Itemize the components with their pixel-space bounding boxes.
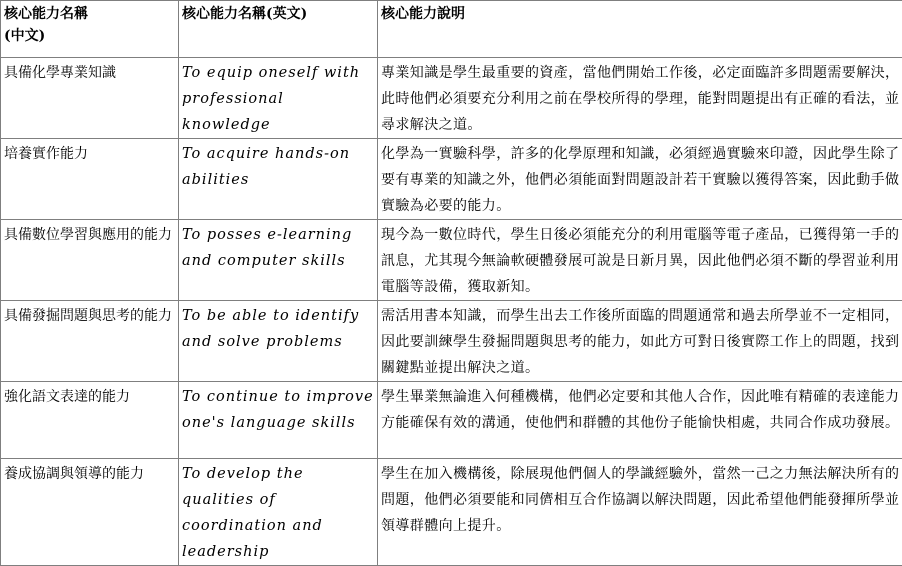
- competency-name-zh: 強化語文表達的能力: [1, 382, 179, 459]
- competency-description: 專業知識是學生最重要的資產，當他們開始工作後，必定面臨許多問題需要解決，此時他們必須要充分利用之前在學校所得的學理，能對問題提出有正確的看法，並尋求解決之道。: [378, 58, 902, 139]
- competency-name-zh: 培養實作能力: [1, 139, 179, 220]
- competency-description: 需活用書本知識，而學生出去工作後所面臨的問題通常和過去所學並不一定相同，因此要訓練學生發掘問題與思考的能力，如此方可對日後實際工作上的問題，找到關鍵點並提出解決之道。: [378, 301, 902, 382]
- competency-description: 化學為一實驗科學，許多的化學原理和知識，必須經過實驗來印證，因此學生除了要有專業的知識之外，他們必須能面對問題設計若干實驗以獲得答案，因此動手做實驗為必要的能力。: [378, 139, 902, 220]
- header-description: 核心能力說明: [378, 1, 902, 58]
- table-row: [1, 459, 902, 566]
- table-row: [1, 58, 902, 139]
- competency-name-en: To acquire hands-on abilities: [179, 139, 378, 220]
- competency-name-zh: 具備化學專業知識: [1, 58, 179, 139]
- header-name-zh: 核心能力名稱 (中文): [1, 1, 179, 58]
- competency-name-en: To posses e-learning and computer skills: [179, 220, 378, 301]
- competency-description: 現今為一數位時代，學生日後必須能充分的利用電腦等電子產品，已獲得第一手的訊息，尤其現今無論軟硬體發展可說是日新月異，因此他們必須不斷的學習並利用電腦等設備，獲取新知。: [378, 220, 902, 301]
- competency-description: 學生畢業無論進入何種機構，他們必定要和其他人合作，因此唯有精確的表達能力方能確保有效的溝通，使他們和群體的其他份子能愉快相處，共同合作成功發展。: [378, 382, 902, 459]
- header-name-en: 核心能力名稱(英文): [179, 1, 378, 58]
- table-row: [1, 220, 902, 301]
- competency-name-en: To continue to improve one's language skills: [179, 382, 378, 459]
- competency-name-en: To be able to identify and solve problems: [179, 301, 378, 382]
- competency-name-zh: 養成協調與領導的能力: [1, 459, 179, 566]
- table-row: [1, 382, 902, 459]
- competency-name-en: To equip oneself with professional knowledge: [179, 58, 378, 139]
- header-row: [1, 1, 902, 58]
- competency-description: 學生在加入機構後，除展現他們個人的學識經驗外，當然一己之力無法解決所有的問題，他們必須要能和同儕相互合作協調以解決問題，因此希望他們能發揮所學並領導群體向上提升。: [378, 459, 902, 566]
- competency-name-zh: 具備數位學習與應用的能力: [1, 220, 179, 301]
- table-row: [1, 139, 902, 220]
- table-row: [1, 301, 902, 382]
- competency-name-en: To develop the qualities of coordination and leadership: [179, 459, 378, 566]
- competency-name-zh: 具備發掘問題與思考的能力: [1, 301, 179, 382]
